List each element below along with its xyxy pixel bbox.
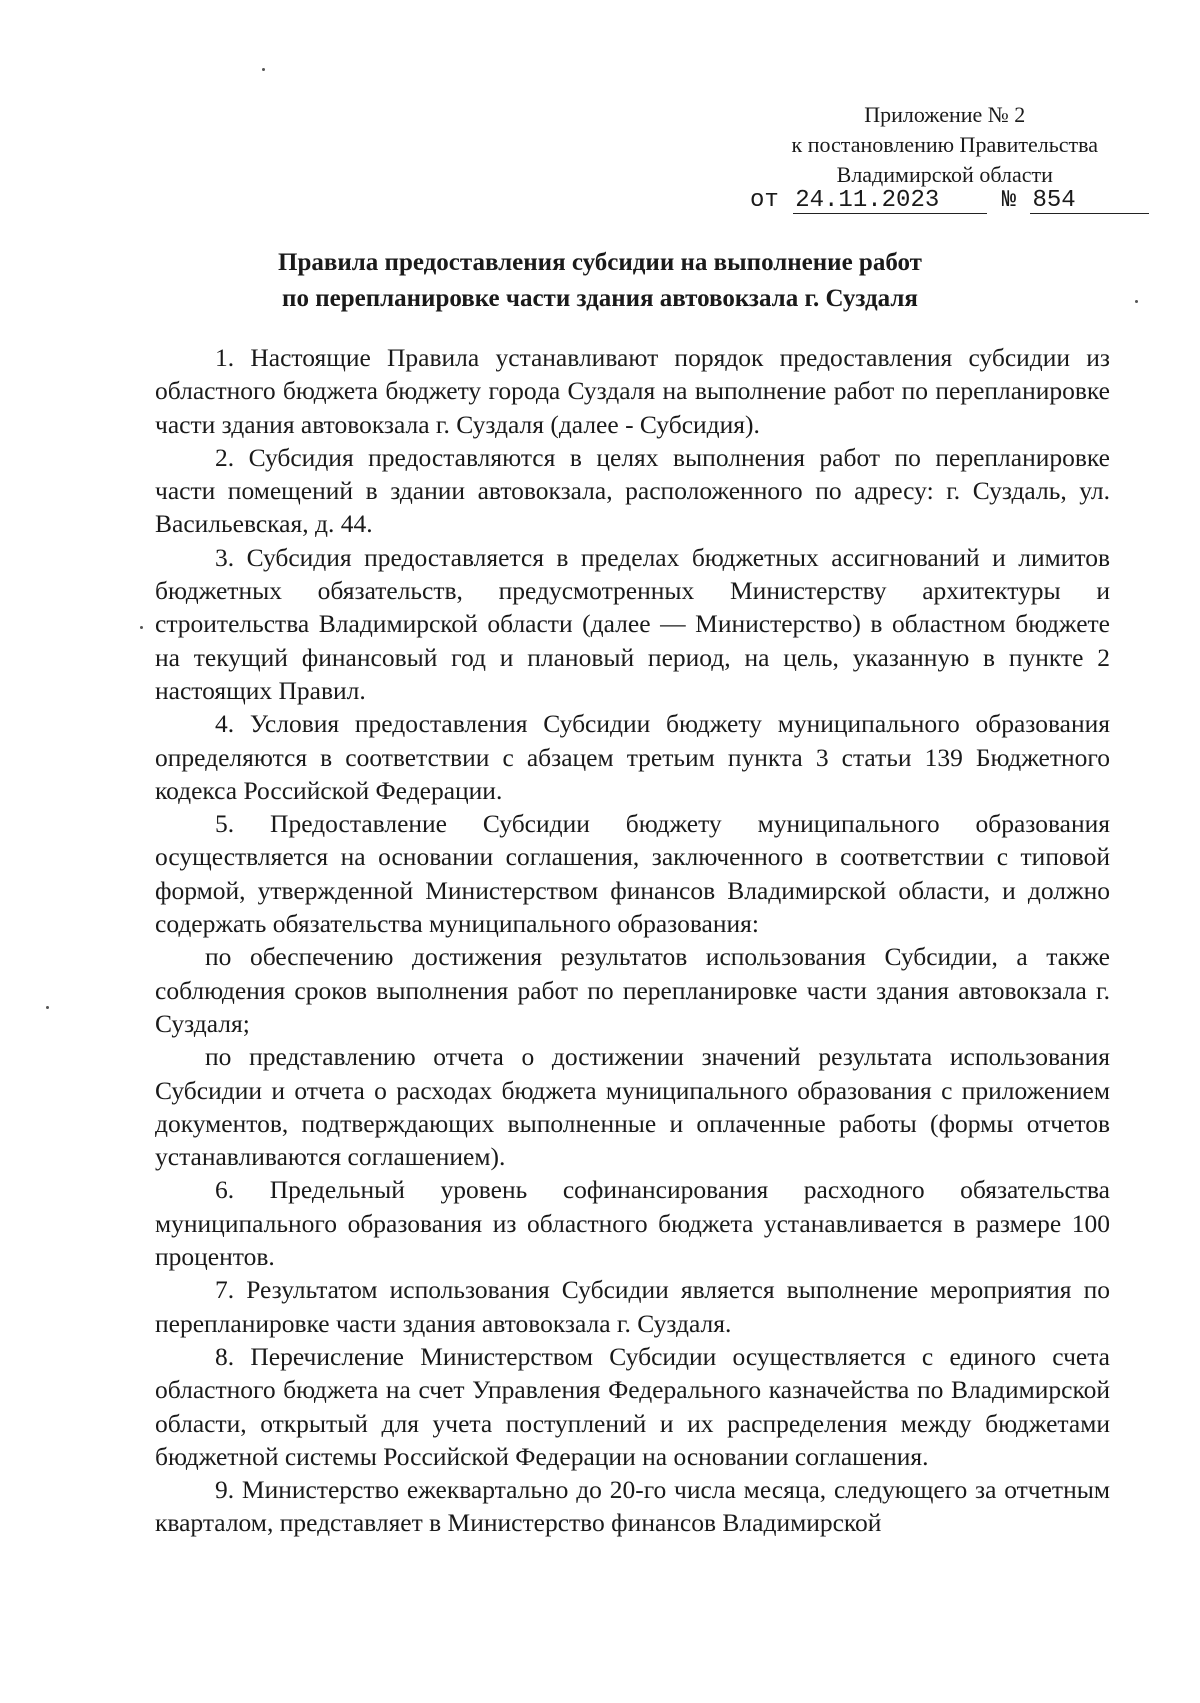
- paragraph-3: 3. Субсидия предоставляется в пределах бюджетных ассигнований и лимитов бюджетных обязательств, предусмотренных Министерству архитектуры и строительства Владимирской области (далее — Министерство) в областном бюджете на текущий финансовый год и плановый период, на цель, указанную в пункте 2 настоящих Правил.: [155, 542, 1110, 705]
- scan-speck: [262, 68, 265, 71]
- paragraph-6: 6. Предельный уровень софинансирования расходного обязательства муниципального образования из областного бюджета устанавливается в размере 100 процентов.: [155, 1175, 1110, 1272]
- document-body: [155, 341, 1110, 1540]
- scan-speck: [140, 626, 143, 629]
- title-line-2: по перепланировке части здания автовокзала г. Суздаля: [282, 285, 918, 312]
- appendix-header: [792, 100, 1098, 190]
- title-line-1: Правила предоставления субсидии на выполнение работ: [278, 249, 922, 276]
- paragraph-5-item-2: по представлению отчета о достижении значений результата использования Субсидии и отчета о расходах бюджета муниципального образования с приложением документов, подтверждающих выполненные и оплаченные работы (формы отчетов устанавливаются соглашением).: [155, 1042, 1110, 1172]
- paragraph-5: 5. Предоставление Субсидии бюджету муниципального образования осуществляется на основании соглашения, заключенного в соответствии с типовой формой, утвержденной Министерством финансов Владимирской области, и должно содержать обязательства муниципального образования:: [155, 809, 1110, 939]
- region-label: Владимирской области: [836, 162, 1053, 187]
- order-prefix: от: [750, 187, 779, 214]
- paragraph-7: 7. Результатом использования Субсидии является выполнение мероприятия по перепланировке части здания автовокзала г. Суздаля.: [155, 1275, 1110, 1338]
- appendix-label: Приложение № 2: [864, 102, 1026, 127]
- paragraph-5-item-1: по обеспечению достижения результатов использования Субсидии, а также соблюдения сроков выполнения работ по перепланировке части здания автовокзала г. Суздаля;: [155, 942, 1110, 1038]
- paragraph-9: 9. Министерство ежеквартально до 20-го числа месяца, следующего за отчетным кварталом, представляет в Министерство финансов Владимирской: [155, 1475, 1110, 1538]
- paragraph-8: 8. Перечисление Министерством Субсидии осуществляется с единого счета областного бюджета на счет Управления Федерального казначейства по Владимирской области, открытый для учета поступлений и их распределения между бюджетами бюджетной системы Российской Федерации на основании соглашения.: [155, 1341, 1110, 1471]
- document-title: [150, 245, 1050, 317]
- order-number-label: №: [1001, 187, 1017, 214]
- paragraph-4: 4. Условия предоставления Субсидии бюджету муниципального образования определяются в соответствии с абзацем третьим пункта 3 статьи 139 Бюджетного кодекса Российской Федерации.: [155, 709, 1110, 805]
- paragraph-2: 2. Субсидия предоставляются в целях выполнения работ по перепланировке части помещений в здании автовокзала, расположенного по адресу: г. Суздаль, ул. Васильевская, д. 44.: [155, 442, 1110, 539]
- paragraph-1: 1. Настоящие Правила устанавливают порядок предоставления субсидии из областного бюджета бюджету города Суздаля на выполнение работ по перепланировке части здания автовокзала г. Суздаля (далее - Субсидия).: [155, 343, 1110, 439]
- order-date: 24.11.2023: [793, 189, 987, 214]
- scan-speck: [1135, 300, 1138, 303]
- order-reference: [750, 186, 1149, 216]
- scan-speck: [46, 1006, 49, 1009]
- order-number: 854: [1030, 189, 1149, 214]
- resolution-label: к постановлению Правительства: [791, 132, 1098, 157]
